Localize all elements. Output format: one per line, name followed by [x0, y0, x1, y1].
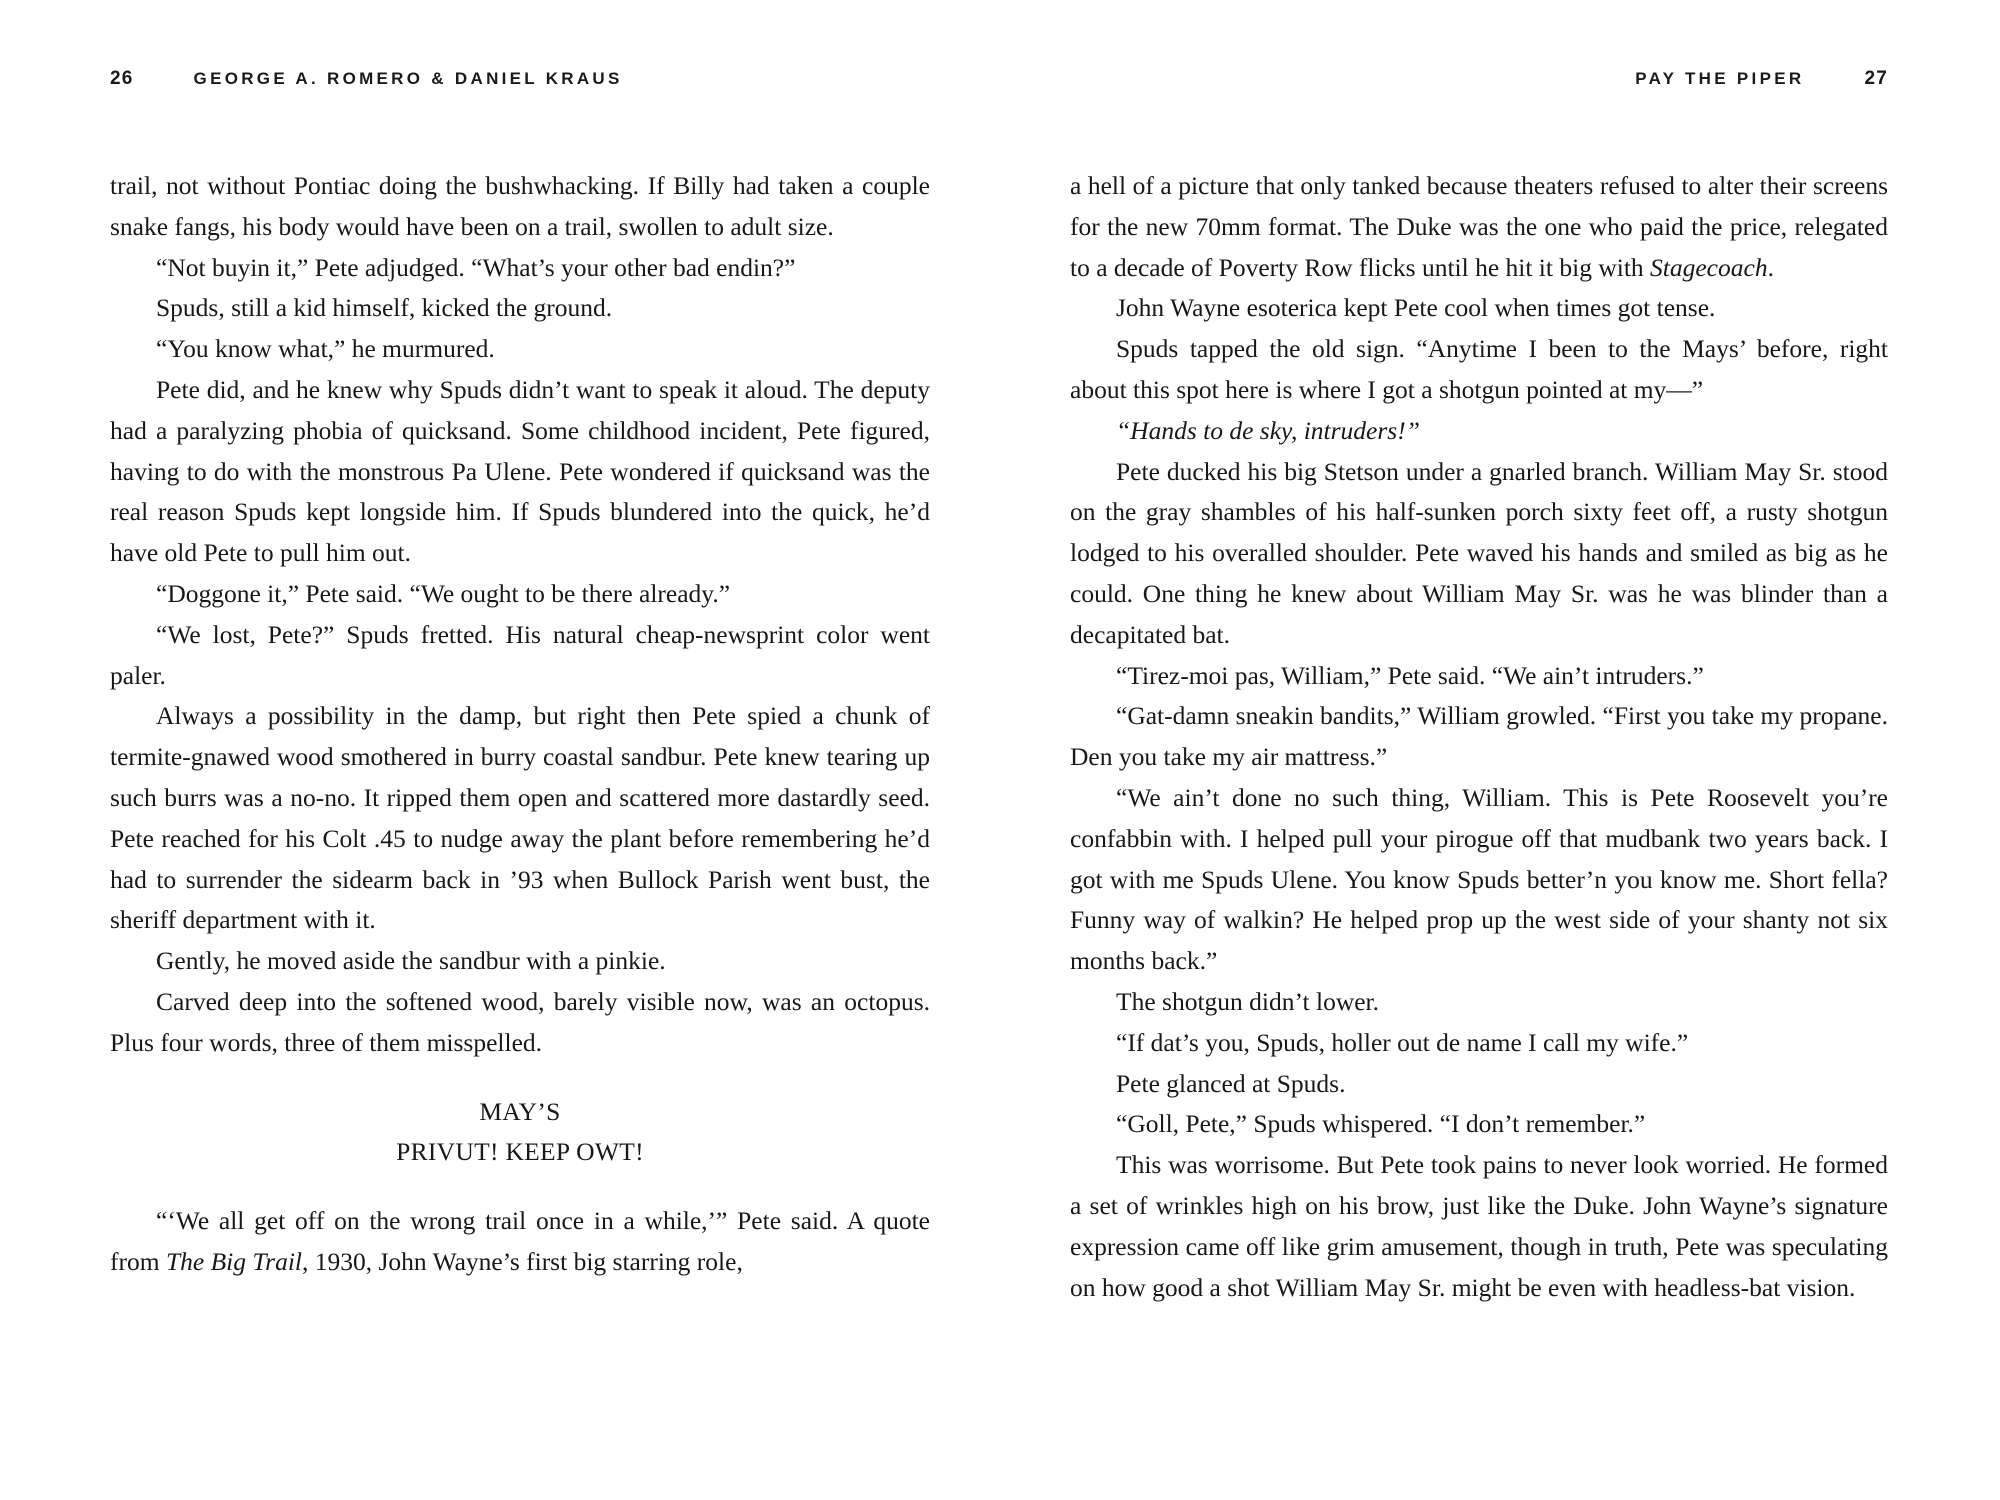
paragraph: “Goll, Pete,” Spuds whispered. “I don’t remember.” — [1116, 1109, 1646, 1139]
paragraph: “Gat-damn sneakin bandits,” William growled. “First you take my propane. Den you take my air mattress.” — [1070, 701, 1888, 772]
paragraph: “Doggone it,” Pete said. “We ought to be there already.” — [156, 578, 731, 608]
text-after-title: , 1930, John Wayne’s first big starring role, — [301, 1246, 743, 1276]
sign-line-1: MAY’S — [479, 1096, 561, 1126]
text-before-title: a hell of a picture that only tanked because theaters refused to alter their screens for the new 70mm format. The Duke was the one who paid the price, relegated to a decade of Poverty Row flicks until he hit it big with — [1070, 171, 1888, 282]
paragraph: Carved deep into the softened wood, barely visible now, was an octopus. Plus four words, three of them misspelled. — [110, 986, 930, 1057]
text-before-title: “‘We all get off on the wrong trail once in a while,’” Pete said. A quote from — [110, 1206, 930, 1276]
paragraph: Pete glanced at Spuds. — [1116, 1068, 1346, 1098]
left-running-head — [110, 68, 930, 108]
left-page-number: 26 — [110, 68, 134, 89]
paragraph: “Not buyin it,” Pete adjudged. “What’s your other bad endin?” — [156, 252, 796, 282]
text-after-title: . — [1767, 252, 1774, 282]
carved-sign-text — [110, 1092, 930, 1174]
paragraph: John Wayne esoterica kept Pete cool when times got tense. — [1116, 293, 1716, 323]
paragraph: trail, not without Pontiac doing the bushwhacking. If Billy had taken a couple snake fangs, his body would have been on a trail, swollen to adult size. — [110, 171, 930, 241]
right-page — [1000, 0, 2000, 1500]
paragraph: Spuds, still a kid himself, kicked the ground. — [156, 293, 613, 323]
movie-title-italic: Stagecoach — [1650, 252, 1768, 282]
paragraph: Pete did, and he knew why Spuds didn’t want to speak it aloud. The deputy had a paralyzing phobia of quicksand. Some childhood incident, Pete figured, having to do with the monstrous Pa Ulene. Pete wondered if quicksand was the real reason Spuds kept longside him. If Spuds blundered into the quick, he’d have old Pete to pull him out. — [110, 374, 930, 568]
paragraph: “You know what,” he murmured. — [156, 334, 495, 364]
paragraph: This was worrisome. But Pete took pains to never look worried. He formed a set of wrinkles high on his brow, just like the Duke. John Wayne’s signature expression came off like grim amusement, though in truth, Pete was speculating on how good a shot William May Sr. might be even with headless-bat vision. — [1070, 1150, 1888, 1302]
paragraph: “If dat’s you, Spuds, holler out de name I call my wife.” — [1116, 1027, 1689, 1057]
paragraph: “We ain’t done no such thing, William. This is Pete Roosevelt you’re confabbin with. I helped pull your pirogue off that mudbank two years back. I got with me Spuds Ulene. You know Spuds better’n you know me. Short fella? Funny way of walkin? He helped prop up the west side of your shanty not six months back.” — [1070, 782, 1888, 976]
paragraph: Pete ducked his big Stetson under a gnarled branch. William May Sr. stood on the gray shambles of his half-sunken porch sixty feet off, a rusty shotgun lodged to his overalled shoulder. Pete waved his hands and smiled as big as he could. One thing he knew about William May Sr. was he was blinder than a decapitated bat. — [1070, 456, 1888, 649]
right-page-number: 27 — [1864, 68, 1888, 89]
right-running-head-title: PAY THE PIPER — [1635, 69, 1805, 88]
paragraph-with-italic-title — [1070, 166, 1888, 288]
left-body-text — [110, 166, 930, 1283]
movie-title-italic: The Big Trail — [165, 1246, 302, 1276]
paragraph: Gently, he moved aside the sandbur with a pinkie. — [156, 946, 666, 976]
paragraph: The shotgun didn’t lower. — [1116, 986, 1380, 1016]
paragraph: “We lost, Pete?” Spuds fretted. His natural cheap-newsprint color went paler. — [110, 619, 930, 690]
sign-line-2: PRIVUT! KEEP OWT! — [396, 1137, 644, 1167]
right-body-text — [1070, 166, 1888, 1308]
paragraph: Spuds tapped the old sign. “Anytime I been to the Mays’ before, right about this spot here is where I got a shotgun pointed at my—” — [1070, 334, 1888, 404]
paragraph-with-italic-title — [110, 1201, 930, 1283]
paragraph-italic-dialogue: “Hands to de sky, intruders!” — [1116, 415, 1420, 445]
right-running-head — [1070, 68, 1888, 108]
paragraph: “Tirez-moi pas, William,” Pete said. “We ain’t intruders.” — [1116, 660, 1704, 690]
left-running-head-title: GEORGE A. ROMERO & DANIEL KRAUS — [193, 69, 623, 88]
paragraph: Always a possibility in the damp, but right then Pete spied a chunk of termite-gnawed wood smothered in burry coastal sandbur. Pete knew tearing up such burrs was a no-no. It ripped them open and scattered more dastardly seed. Pete reached for his Colt .45 to nudge away the plant before remembering he’d had to surrender the sidearm back in ’93 when Bullock Parish went bust, the sheriff department with it. — [110, 701, 930, 935]
